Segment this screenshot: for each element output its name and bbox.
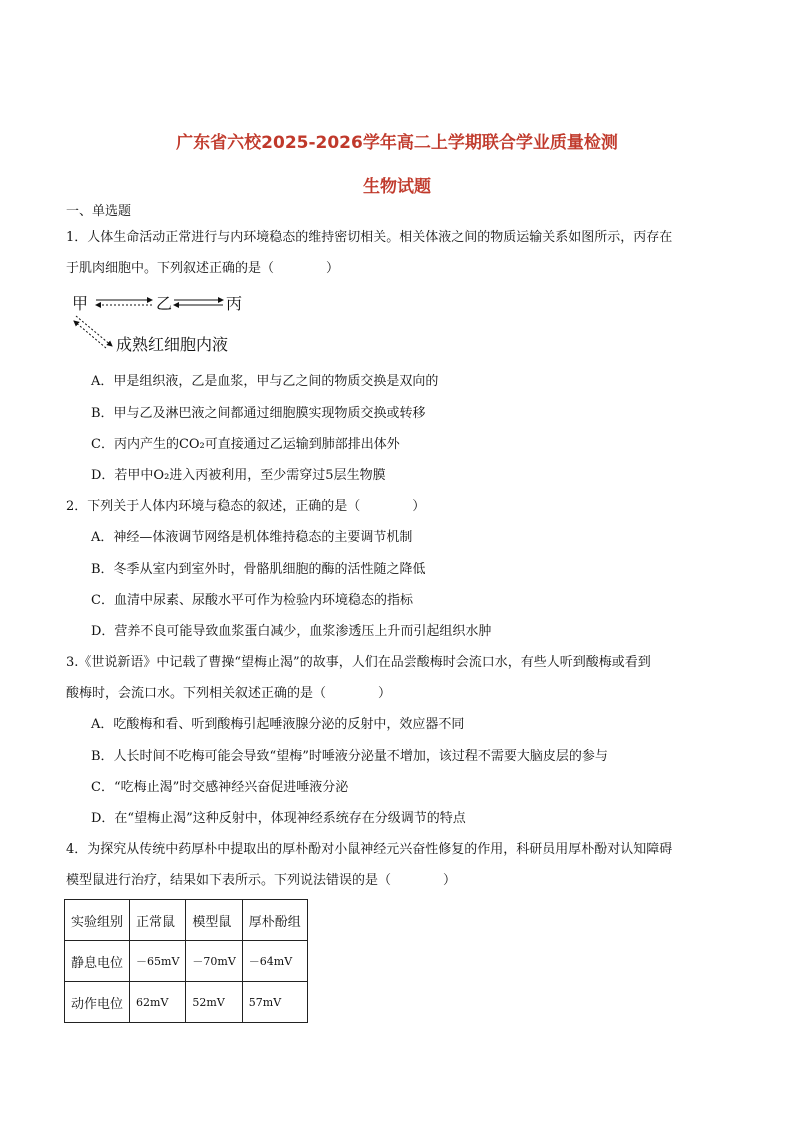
arrow-rbc-to-jia [74, 321, 106, 348]
question-1-line-1: 1．人体生命活动正常进行与内环境稳态的维持密切相关。相关体液之间的物质运输关系如图所示，丙存在 [66, 230, 673, 245]
section-label: 一、单选题 [66, 204, 132, 219]
table-cell: －65mV [130, 941, 186, 982]
question-3-line-2: 酸梅时，会流口水。下列相关叙述正确的是（ ） [66, 686, 392, 701]
question-3-option-b: B．人长时间不吃梅可能会导致“望梅”时唾液分泌量不增加，该过程不需要大脑皮层的参与 [91, 749, 608, 764]
table-cell: 动作电位 [65, 982, 130, 1023]
table-header-cell: 模型鼠 [186, 900, 242, 941]
table-cell: 57mV [242, 982, 307, 1023]
question-2-option-d: D．营养不良可能导致血浆蛋白减少，血浆渗透压上升而引起组织水肿 [91, 624, 492, 639]
question-1-line-2: 于肌肉细胞中。下列叙述正确的是（ ） [66, 261, 340, 276]
question-2-option-b: B．冬季从室内到室外时，骨骼肌细胞的酶的活性随之降低 [91, 562, 426, 577]
node-bing: 丙 [226, 294, 243, 313]
table-cell: －64mV [242, 941, 307, 982]
result-table [64, 899, 308, 1023]
question-1-option-a: A．甲是组织液，乙是血浆，甲与乙之间的物质交换是双向的 [91, 374, 439, 389]
question-3-line-1: 3.《世说新语》中记载了曹操“望梅止渴”的故事，人们在品尝酸梅时会流口水，有些人听到酸梅或看到 [66, 655, 651, 670]
question-3-option-c: C．“吃梅止渴”时交感神经兴奋促进唾液分泌 [91, 780, 349, 795]
table-header-cell: 正常鼠 [130, 900, 186, 941]
node-jia: 甲 [72, 294, 89, 313]
question-4-line-1: 4．为探究从传统中药厚朴中提取出的厚朴酚对小鼠神经元兴奋性修复的作用，科研员用厚朴酚对认知障碍 [66, 842, 673, 857]
arrow-jia-to-rbc [76, 316, 112, 346]
table-header-row [65, 900, 308, 941]
question-1-option-d: D．若甲中O₂进入丙被利用，至少需穿过5层生物膜 [91, 468, 386, 483]
question-2-line-1: 2．下列关于人体内环境与稳态的叙述，正确的是（ ） [66, 499, 426, 514]
table-row [65, 982, 308, 1023]
table-row [65, 941, 308, 982]
table-cell: －70mV [186, 941, 242, 982]
node-yi: 乙 [156, 294, 173, 313]
question-3-option-a: A．吃酸梅和看、听到酸梅引起唾液腺分泌的反射中，效应器不同 [91, 717, 465, 732]
question-2-option-c: C．血清中尿素、尿酸水平可作为检验内环境稳态的指标 [91, 593, 413, 608]
table-cell: 静息电位 [65, 941, 130, 982]
node-rbc: 成熟红细胞内液 [116, 335, 229, 354]
exam-title: 广东省六校2025-2026学年高二上学期联合学业质量检测 [176, 133, 618, 153]
question-2-option-a: A．神经—体液调节网络是机体维持稳态的主要调节机制 [91, 530, 413, 545]
question-1-option-b: B．甲与乙及淋巴液之间都通过细胞膜实现物质交换或转移 [91, 406, 426, 421]
table-cell: 52mV [186, 982, 242, 1023]
question-3-option-d: D．在“望梅止渴”这种反射中，体现神经系统存在分级调节的特点 [91, 811, 466, 826]
table-header-cell: 实验组别 [65, 900, 130, 941]
exam-subtitle: 生物试题 [363, 177, 431, 197]
question-4-line-2: 模型鼠进行治疗，结果如下表所示。下列说法错误的是（ ） [66, 873, 457, 888]
table-cell: 62mV [130, 982, 186, 1023]
fluid-relation-diagram [66, 291, 266, 361]
table-header-cell: 厚朴酚组 [242, 900, 307, 941]
question-1-option-c: C．丙内产生的CO₂可直接通过乙运输到肺部排出体外 [91, 437, 400, 452]
